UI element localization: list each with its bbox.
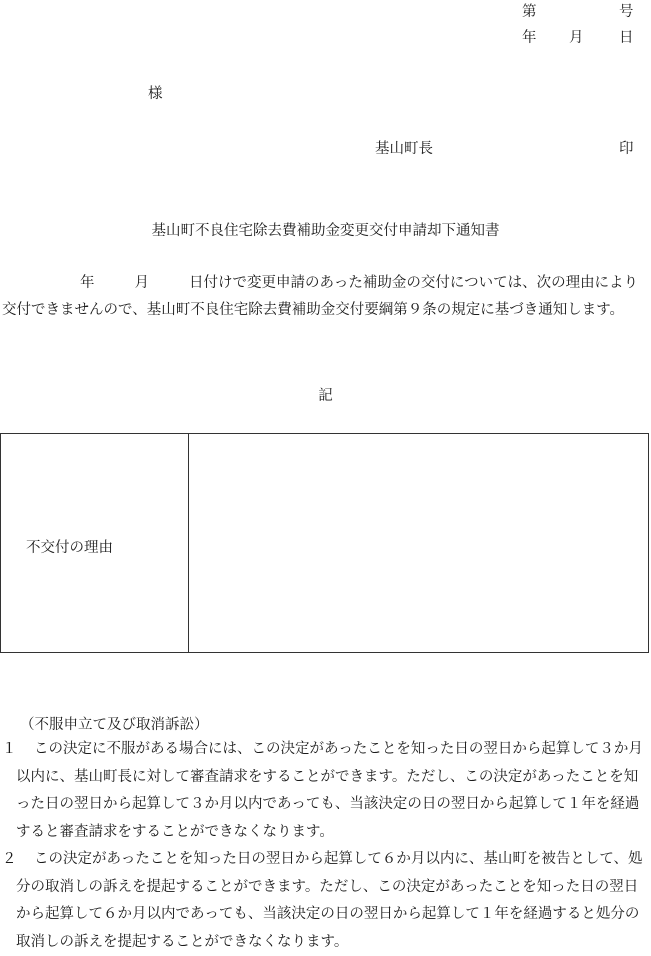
document-number-suffix: 号 (619, 4, 634, 20)
seal-mark: 印 (619, 141, 634, 157)
body-year-label: 年 (80, 275, 95, 291)
table-divider (188, 434, 189, 652)
body-paragraph (2, 270, 650, 324)
ki-heading: 記 (318, 388, 333, 404)
addressee-honorific: 様 (148, 86, 163, 102)
document-title: 基山町不良住宅除去費補助金変更交付申請却下通知書 (151, 223, 500, 239)
notice-item (2, 736, 650, 846)
reason-table (0, 433, 649, 653)
body-month-label: 月 (134, 275, 149, 291)
date-month-label: 月 (569, 30, 584, 46)
notice-item-text: この決定に不服がある場合には、この決定があったことを知った日の翌日から起算して３か月以内に、基山町長に対して審査請求をすることができます。ただし、この決定があったことを知った日の翌日から起算して３か月以内であっても、当該決定の日の翌日から起算して１年を経過すると審査請求をすることができなくなります。 (16, 741, 643, 840)
notice-item-number: ２ (2, 851, 17, 867)
issuer-name: 基山町長 (375, 141, 433, 157)
date-year-label: 年 (522, 30, 537, 46)
body-text: 日付けで変更申請のあった補助金の交付については、次の理由により交付できませんので、基山町不良住宅除去費補助金交付要綱第９条の規定に基づき通知します。 (2, 275, 639, 318)
document-number-prefix: 第 (522, 4, 537, 20)
notice-heading: （不服申立て及び取消訴訟） (20, 717, 209, 733)
notice-item (2, 846, 650, 956)
date-day-label: 日 (619, 30, 634, 46)
notice-item-text: この決定があったことを知った日の翌日から起算して６か月以内に、基山町を被告として、処分の取消しの訴えを提起することができます。ただし、この決定があったことを知った日の翌日から起算して６か月以内であっても、当該決定の日の翌日から起算して１年を経過すると処分の取消しの訴えを提起することができなくなります。 (16, 851, 643, 950)
reason-label: 不交付の理由 (26, 540, 113, 556)
notice-item-number: １ (2, 741, 17, 757)
